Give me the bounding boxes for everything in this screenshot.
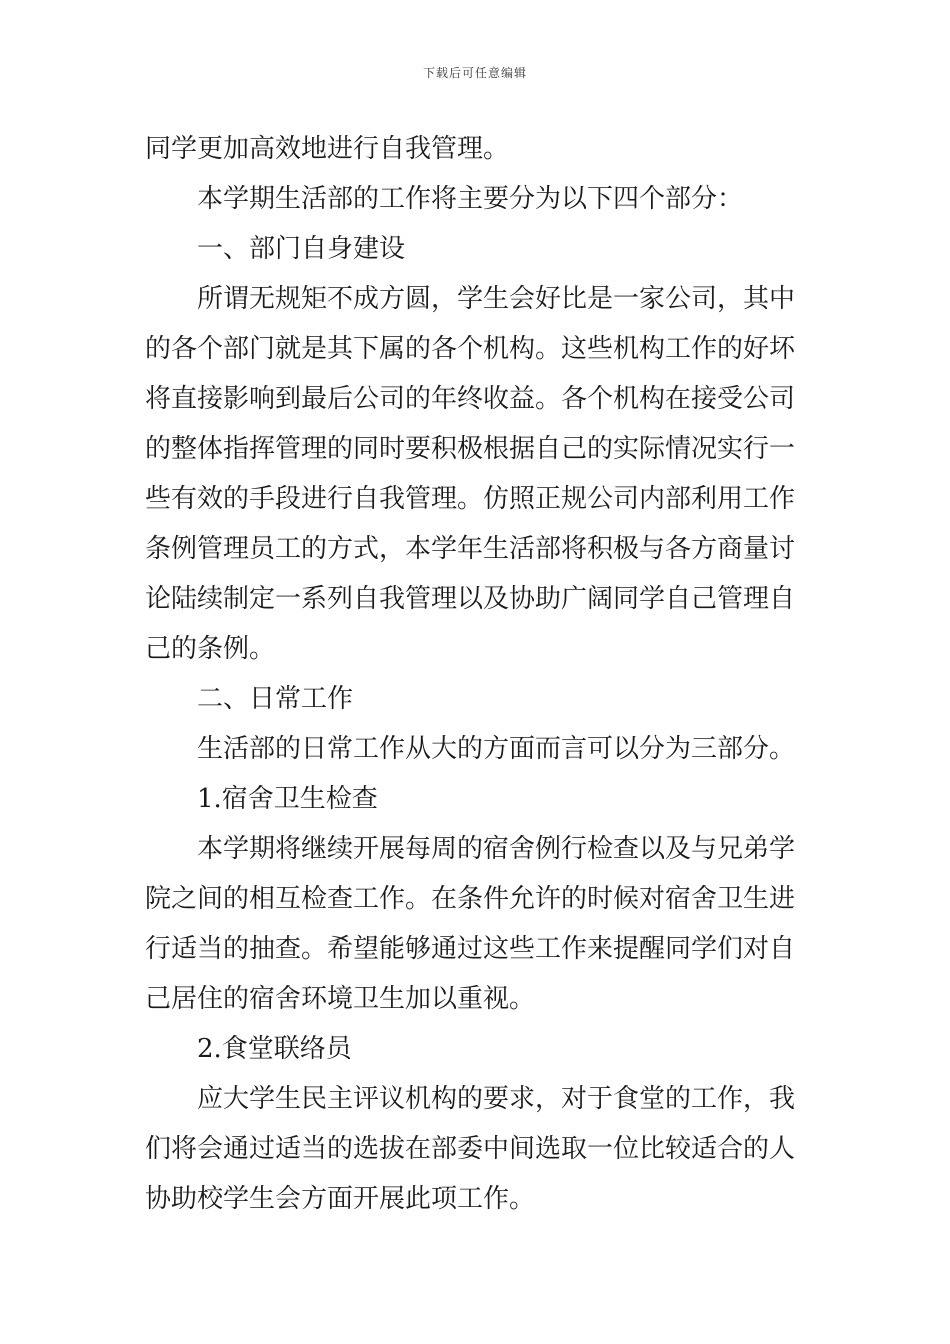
paragraph-line: 行适当的抽查。希望能够通过这些工作来提醒同学们对自	[145, 934, 796, 964]
paragraph-line: 条例管理员工的方式，本学年生活部将积极与各方商量讨	[145, 534, 796, 564]
paragraph-line: 院之间的相互检查工作。在条件允许的时候对宿舍卫生进	[145, 884, 796, 914]
paragraph-line: 应大学生民主评议机构的要求，对于食堂的工作，我	[197, 1084, 796, 1114]
paragraph-line: 本学期将继续开展每周的宿舍例行检查以及与兄弟学	[197, 834, 796, 864]
section-heading: 二、日常工作	[197, 684, 354, 714]
paragraph-line: 己居住的宿舍环境卫生加以重视。	[145, 984, 536, 1014]
paragraph-line: 些有效的手段进行自我管理。仿照正规公司内部利用工作	[145, 484, 796, 514]
subsection-heading: 1.宿舍卫生检查	[197, 784, 378, 814]
document-body	[145, 124, 810, 1224]
paragraph-line: 将直接影响到最后公司的年终收益。各个机构在接受公司	[145, 384, 796, 414]
paragraph-line: 同学更加高效地进行自我管理。	[145, 134, 510, 164]
subsection-heading: 2.食堂联络员	[197, 1034, 352, 1064]
paragraph-line: 己的条例。	[145, 634, 276, 664]
section-heading: 一、部门自身建设	[197, 234, 406, 264]
paragraph-line: 协助校学生会方面开展此项工作。	[145, 1184, 536, 1214]
paragraph-line: 的整体指挥管理的同时要积极根据自己的实际情况实行一	[145, 434, 796, 464]
paragraph-line: 本学期生活部的工作将主要分为以下四个部分：	[197, 184, 744, 214]
paragraph-line: 论陆续制定一系列自我管理以及协助广阔同学自己管理自	[145, 584, 796, 614]
page-header-note: 下载后可任意编辑	[422, 66, 527, 80]
paragraph-line: 的各个部门就是其下属的各个机构。这些机构工作的好坏	[145, 334, 796, 364]
paragraph-line: 所谓无规矩不成方圆，学生会好比是一家公司，其中	[197, 284, 796, 314]
paragraph-line: 生活部的日常工作从大的方面而言可以分为三部分。	[197, 734, 796, 764]
paragraph-line: 们将会通过适当的选拔在部委中间选取一位比较适合的人	[145, 1134, 796, 1164]
